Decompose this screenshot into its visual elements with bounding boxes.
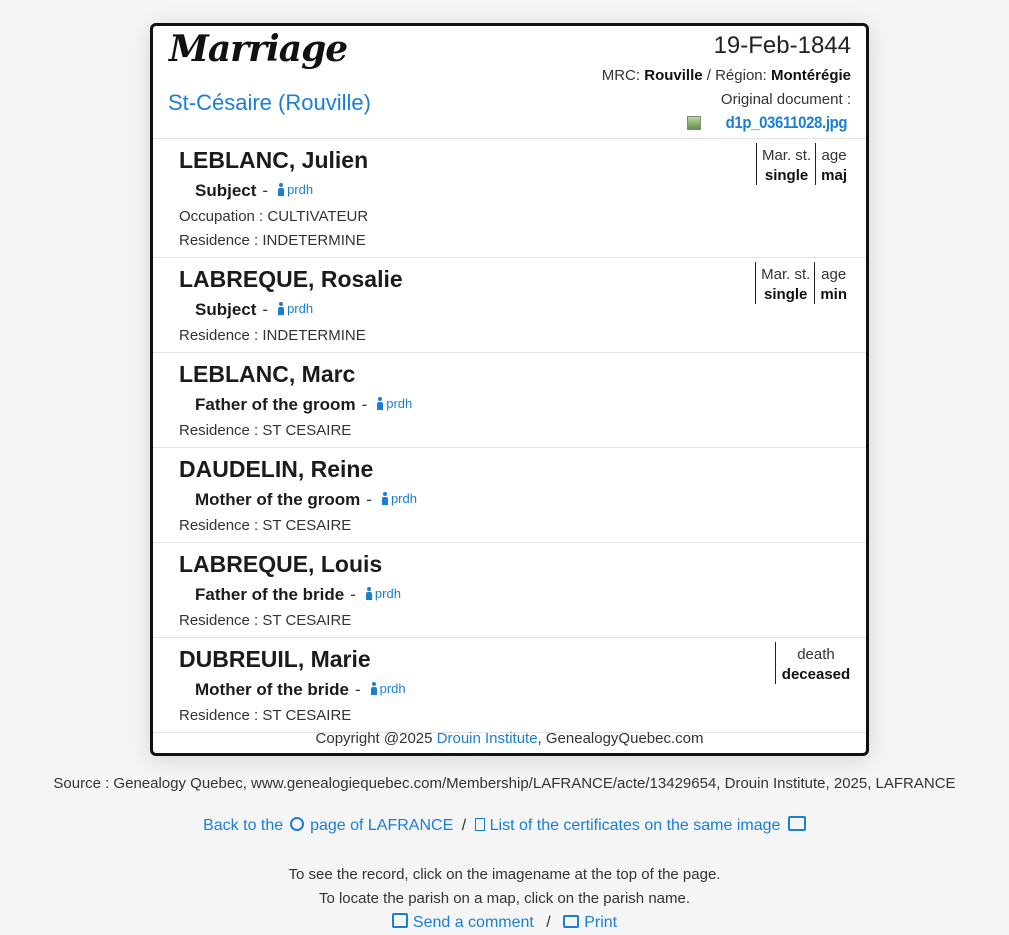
stat-value: single: [764, 286, 808, 303]
prdh-link[interactable]: [382, 491, 417, 506]
prdh-label: prdh: [287, 182, 314, 197]
record-header: [153, 26, 866, 139]
parish-link[interactable]: St-Césaire (Rouville): [168, 90, 371, 115]
person-icon: [382, 492, 388, 505]
stat-cell: [814, 262, 851, 304]
role-separator: -: [262, 181, 269, 200]
person-name: DAUDELIN, Reine: [179, 456, 374, 482]
person-entry: [153, 353, 866, 448]
person-stats: [756, 143, 851, 185]
person-detail-line: Residence : ST CESAIRE: [179, 612, 352, 629]
print-icon: [563, 915, 579, 928]
person-role: Father of the groom: [195, 395, 356, 414]
person-role: Father of the bride: [195, 585, 345, 604]
person-detail-line: Occupation : CULTIVATEUR: [179, 208, 369, 225]
prdh-link[interactable]: [366, 586, 401, 601]
image-file-link-row[interactable]: [687, 113, 847, 133]
person-entry: [153, 139, 866, 258]
person-stats: [755, 262, 851, 304]
source-citation: Source : Genealogy Quebec, www.genealogiequebec.com/Membership/LAFRANCE/acte/13429654, Drouin Institute, 2025, LAFRANCE: [53, 775, 956, 792]
copyright-footer: [153, 725, 866, 753]
person-name: LABREQUE, Rosalie: [179, 266, 403, 292]
person-entry: [153, 448, 866, 543]
person-name: LEBLANC, Marc: [179, 361, 356, 387]
image-file-link[interactable]: d1p_03611028.jpg: [725, 113, 847, 132]
stat-cell: [775, 642, 851, 684]
prdh-label: prdh: [374, 586, 401, 601]
person-detail-line: Residence : ST CESAIRE: [179, 707, 352, 724]
role-separator: -: [366, 490, 372, 509]
prdh-label: prdh: [390, 491, 417, 506]
person-role: Mother of the groom: [195, 490, 361, 509]
person-role-line: [195, 490, 417, 510]
unknown-glyph-icon: [475, 818, 485, 831]
prdh-label: prdh: [287, 301, 314, 316]
stat-cell: [755, 262, 814, 304]
marriage-record-card: [150, 23, 869, 756]
image-icon: [788, 816, 806, 831]
region-label: / Région:: [706, 67, 767, 84]
person-icon: [377, 397, 383, 410]
person-role-line: [195, 585, 401, 605]
prdh-label: prdh: [386, 396, 413, 411]
prdh-label: prdh: [379, 681, 406, 696]
prdh-link[interactable]: [278, 182, 313, 197]
edit-icon: [392, 913, 408, 928]
person-detail-line: Residence : ST CESAIRE: [179, 517, 352, 534]
help-text: [0, 863, 1009, 935]
mrc-label: MRC:: [601, 67, 641, 84]
stat-label: age: [821, 266, 847, 283]
person-icon: [371, 682, 377, 695]
person-entry: [153, 258, 866, 353]
person-role-line: [195, 300, 313, 320]
role-separator: -: [361, 395, 368, 414]
person-role: Subject: [195, 181, 257, 200]
persons-list: [153, 139, 866, 733]
person-entry: [153, 543, 866, 638]
copyright-prefix: Copyright @2025: [315, 730, 433, 747]
nav-separator: /: [461, 817, 467, 834]
person-name: DUBREUIL, Marie: [179, 646, 371, 672]
help-line-record: To see the record, click on the imagename at the top of the page.: [288, 866, 721, 883]
role-separator: -: [354, 680, 361, 699]
person-name: LEBLANC, Julien: [179, 147, 369, 173]
person-role-line: [195, 680, 406, 700]
person-role: Mother of the bride: [195, 680, 349, 699]
role-separator: -: [350, 585, 356, 604]
copyright-suffix: , GenealogyQuebec.com: [537, 730, 704, 747]
stat-label: death: [797, 646, 835, 663]
action-links: [0, 911, 1009, 935]
stat-cell: [815, 143, 851, 185]
person-name: LABREQUE, Louis: [179, 551, 383, 577]
person-icon: [278, 183, 284, 196]
person-role-line: [195, 395, 412, 415]
back-suffix-text: page of LAFRANCE: [310, 817, 454, 834]
prdh-link[interactable]: [278, 301, 313, 316]
print-link[interactable]: [563, 914, 617, 931]
print-text: Print: [584, 914, 618, 931]
record-type-title: Marriage: [169, 28, 348, 70]
send-comment-text: Send a comment: [412, 914, 534, 931]
stat-cell: [756, 143, 815, 185]
person-stats: [775, 642, 851, 684]
stat-value: maj: [821, 167, 847, 184]
mrc-region-line: [602, 67, 851, 84]
prdh-link[interactable]: [377, 396, 412, 411]
stat-label: Mar. st.: [761, 147, 812, 164]
original-document-label: Original document :: [720, 91, 851, 108]
role-separator: -: [262, 300, 269, 319]
navigation-links: [0, 815, 1009, 835]
person-icon: [366, 587, 372, 600]
person-entry: [153, 638, 866, 733]
person-detail-line: Residence : ST CESAIRE: [179, 422, 352, 439]
stat-value: single: [764, 167, 809, 184]
stat-value: min: [820, 286, 847, 303]
back-prefix-text: Back to the: [203, 817, 284, 834]
image-thumbnail-icon[interactable]: [687, 116, 701, 130]
person-icon: [278, 302, 284, 315]
record-date: 19-Feb-1844: [713, 32, 851, 59]
help-line-parish: To locate the parish on a map, click on the parish name.: [318, 890, 691, 907]
prdh-link[interactable]: [371, 681, 406, 696]
person-role-line: [195, 181, 313, 201]
person-detail-line: Residence : INDETERMINE: [179, 327, 366, 344]
search-icon: [290, 817, 304, 831]
drouin-institute-link[interactable]: Drouin Institute: [436, 730, 538, 747]
stat-value: deceased: [781, 666, 851, 683]
certificates-list-text: List of the certificates on the same image: [489, 817, 781, 834]
region-value: Montérégie: [770, 67, 851, 84]
back-to-search-link[interactable]: [203, 817, 458, 834]
person-role: Subject: [195, 300, 257, 319]
stat-label: Mar. st.: [761, 266, 811, 283]
stat-label: age: [821, 147, 847, 164]
mrc-value: Rouville: [644, 67, 703, 84]
send-comment-link[interactable]: [392, 914, 534, 931]
certificates-list-link[interactable]: [475, 817, 806, 834]
person-detail-line: Residence : INDETERMINE: [179, 232, 366, 249]
action-separator: /: [546, 914, 551, 931]
